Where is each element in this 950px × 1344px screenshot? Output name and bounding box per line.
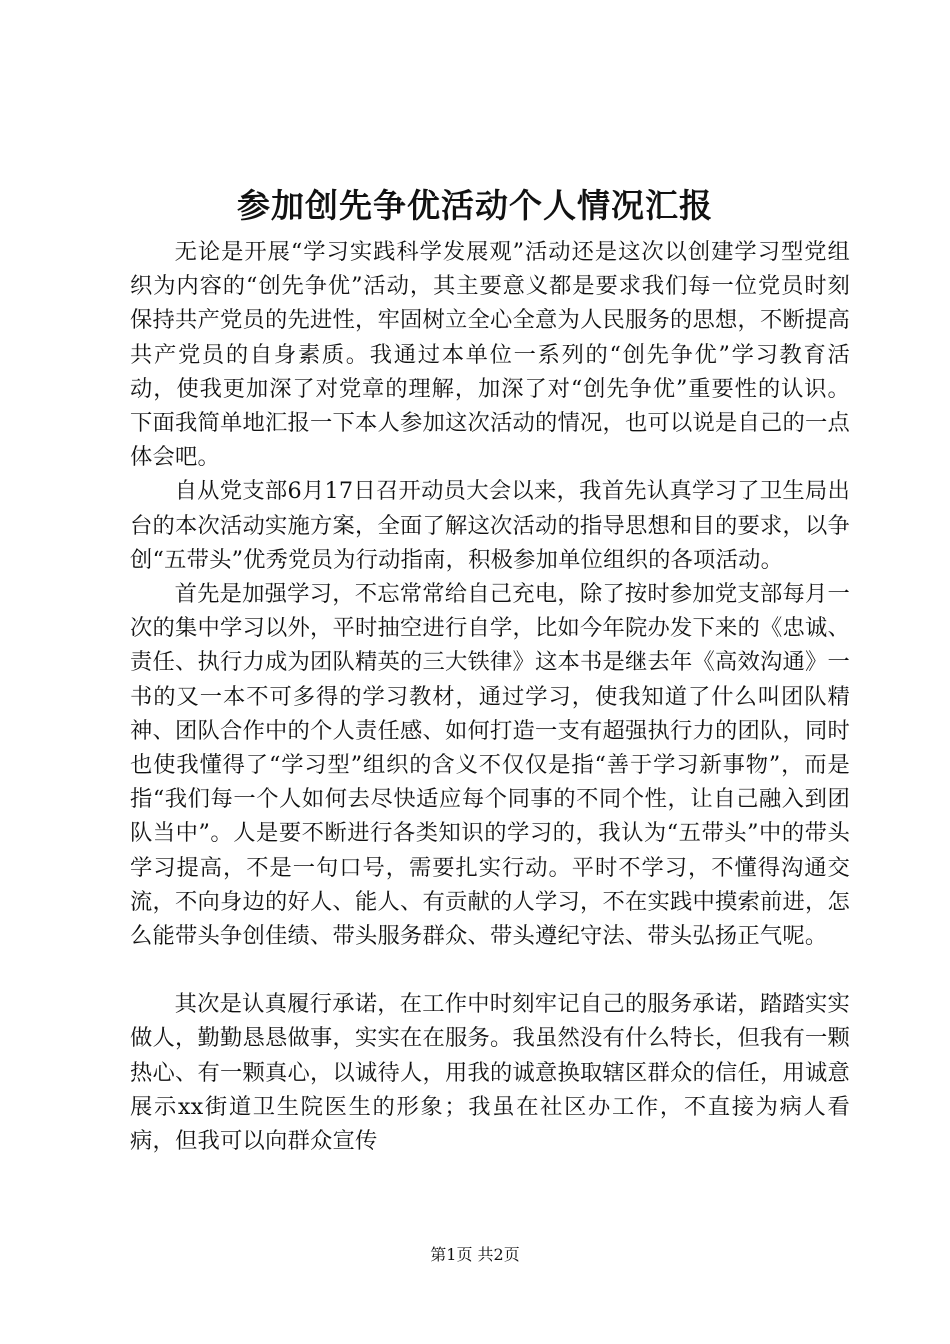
page-number-footer: 第1页 共2页	[430, 1245, 520, 1264]
paragraph-study: 首先是加强学习，不忘常常给自己充电，除了按时参加党支部每月一次的集中学习以外，平时抽空进行自学，比如今年院办发下来的《忠诚、责任、执行力成为团队精英的三大铁律》这本书是继去年《高效沟通》一书的又一本不可多得的学习教材，通过学习，使我知道了什么叫团队精神、团队合作中的个人责任感、如何打造一支有超强执行力的团队，同时也使我懂得了“学习型”组织的含义不仅仅是指“善于学习新事物”，而是指“我们每一个人如何去尽快适应每个同事的不同个性，让自己融入到团队当中”。人是要不断进行各类知识的学习的，我认为“五带头”中的带头学习提高，不是一句口号，需要扎实行动。平时不学习，不懂得沟通交流，不向身边的好人、能人、有贡献的人学习，不在实践中摸索前进，怎么能带头争创佳绩、带头服务群众、带头遵纪守法、带头弘扬正气呢。	[130, 581, 850, 950]
paragraph-intro: 无论是开展“学习实践科学发展观”活动还是这次以创建学习型党组织为内容的“创先争优”活动，其主要意义都是要求我们每一位党员时刻保持共产党员的先进性，牢固树立全心全意为人民服务的思想，不断提高共产党员的自身素质。我通过本单位一系列的“创先争优”学习教育活动，使我更加深了对党章的理解，加深了对“创先争优”重要性的认识。下面我简单地汇报一下本人参加这次活动的情况，也可以说是自己的一点体会吧。	[130, 239, 850, 471]
paragraph-commitment: 其次是认真履行承诺，在工作中时刻牢记自己的服务承诺，踏踏实实做人，勤勤恳恳做事，实实在在服务。我虽然没有什么特长，但我有一颗热心、有一颗真心，以诚待人，用我的诚意换取辖区群众的信任，用诚意展示xx街道卫生院医生的形象；我虽在社区办工作，不直接为病人看病，但我可以向群众宣传	[130, 991, 850, 1155]
document-body	[130, 235, 850, 1158]
document-title: 参加创先争优活动个人情况汇报	[237, 186, 713, 225]
paragraph-mobilization: 自从党支部6月17日召开动员大会以来，我首先认真学习了卫生局出台的本次活动实施方案，全面了解这次活动的指导思想和目的要求，以争创“五带头”优秀党员为行动指南，积极参加单位组织的各项活动。	[130, 478, 850, 573]
